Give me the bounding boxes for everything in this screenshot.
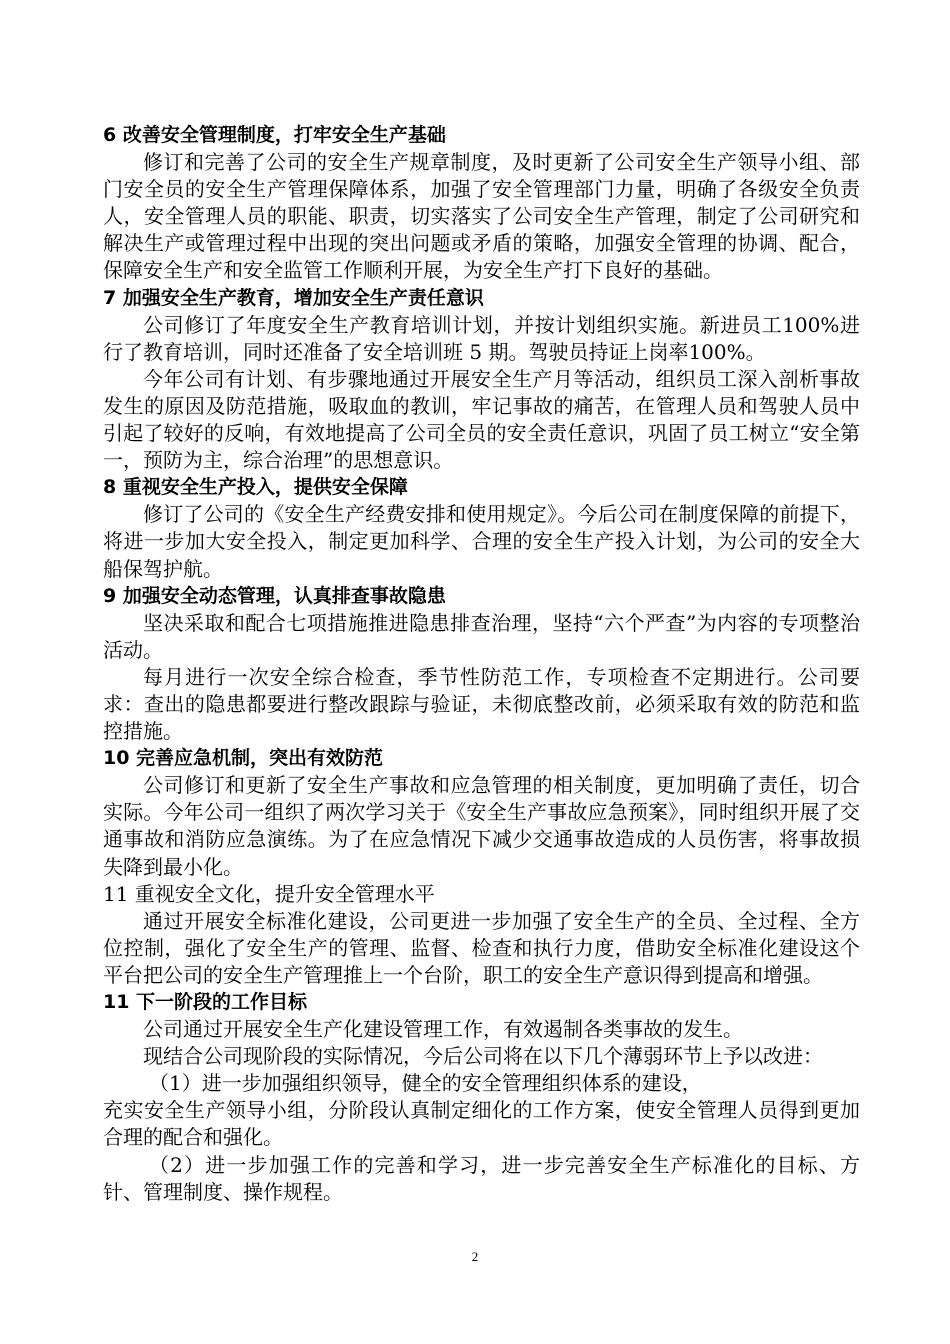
section-heading-plain: 11 重视安全文化，提升安全管理水平: [103, 881, 435, 906]
section-heading: 10 完善应急机制，突出有效防范: [103, 747, 384, 770]
section-heading: 8 重视安全生产投入，提供安全保障: [103, 476, 408, 499]
paragraph: 公司修订了年度安全生产教育培训计划，并按计划组织实施。新进员工100%进行了教育培训，同时还准备了安全培训班 5 期。驾驶员持证上岗率100%。: [103, 312, 860, 364]
paragraph: 修订了公司的《安全生产经费安排和使用规定》。今后公司在制度保障的前提下，将进一步加大安全投入，制定更加科学、合理的安全生产投入计划，为公司的安全大船保驾护航。: [103, 502, 860, 581]
section-heading: 11 下一阶段的工作目标: [103, 991, 308, 1013]
section-heading: 6 改善安全管理制度，打牢安全生产基础: [103, 124, 446, 146]
paragraph: 公司修订和更新了安全生产事故和应急管理的相关制度，更加明确了责任，切合实际。今年公司一组织了两次学习关于《安全生产事故应急预案》，同时组织开展了交通事故和消防应急演练。为了在应急情况下减少交通事故造成的人员伤害，将事故损失降到最小化。: [103, 773, 860, 879]
paragraph: 坚决采取和配合七项措施推进隐患排查治理，坚持“六个严查”为内容的专项整治活动。: [103, 610, 860, 662]
paragraph: 修订和完善了公司的安全生产规章制度，及时更新了公司安全生产领导小组、部门安全员的安全生产管理保障体系，加强了安全管理部门力量，明确了各级安全负责人，安全管理人员的职能、职责，切实落实了公司安全生产管理，制定了公司研究和解决生产或管理过程中出现的突出问题或矛盾的策略，加强安全管理的协调、配合，保障安全生产和安全监管工作顺利开展，为安全生产打下良好的基础。: [103, 150, 860, 283]
section-heading: 7 加强安全生产教育，增加安全生产责任意识: [103, 286, 484, 309]
document-body: [103, 122, 860, 1206]
list-item-first-line: （2）进一步加强工作的完善和学习，进一步完善安全生产标准化的目标、方针、管理制度、操作规程。: [103, 1152, 860, 1204]
section-heading: 9 加强安全动态管理，认真排查事故隐患: [103, 584, 446, 607]
list-item-first-line: （1）进一步加强组织领导，健全的安全管理组织体系的建设，: [149, 1071, 702, 1096]
paragraph: 通过开展安全标准化建设，公司更进一步加强了安全生产的全员、全过程、全方位控制，强化了安全生产的管理、监督、检查和执行力度，借助安全标准化建设这个平台把公司的安全生产管理推上一个台阶，职工的安全生产意识得到提高和增强。: [103, 908, 860, 987]
paragraph: 公司通过开展安全生产化建设管理工作，有效遏制各类事故的发生。: [143, 1017, 743, 1042]
list-item-continuation: 充实安全生产领导小组，分阶段认真制定细化的工作方案，使安全管理人员得到更加合理的配合和强化。: [103, 1098, 860, 1150]
paragraph: 现结合公司现阶段的实际情况，今后公司将在以下几个薄弱环节上予以改进：: [143, 1044, 823, 1069]
page-number: 2: [471, 1249, 479, 1264]
paragraph: 每月进行一次安全综合检查，季节性防范工作，专项检查不定期进行。公司要求：查出的隐患都要进行整改跟踪与验证，未彻底整改前，必须采取有效的防范和监控措施。: [103, 664, 860, 744]
paragraph: 今年公司有计划、有步骤地通过开展安全生产月等活动，组织员工深入剖析事故发生的原因及防范措施，吸取血的教训，牢记事故的痛苦，在管理人员和驾驶人员中引起了较好的反响，有效地提高了公司全员的安全责任意识，巩固了员工树立“安全第一，预防为主，综合治理”的思想意识。: [103, 366, 860, 473]
